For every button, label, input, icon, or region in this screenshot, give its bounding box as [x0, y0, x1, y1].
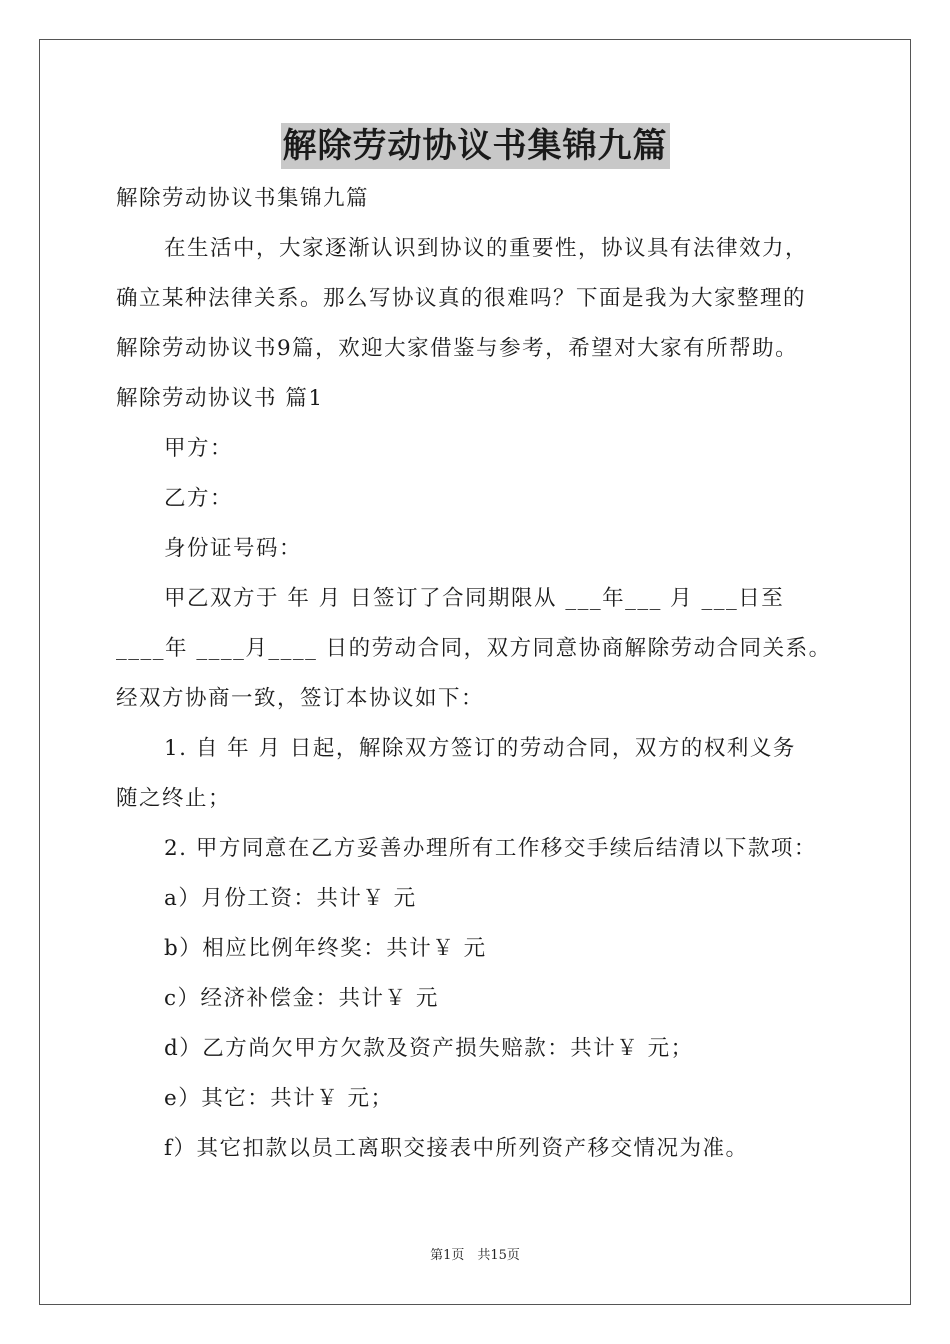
clause-2: 2. 甲方同意在乙方妥善办理所有工作移交手续后结清以下款项：: [164, 836, 817, 861]
payment-item-b: b）相应比例年终奖：共计￥ 元: [164, 936, 487, 961]
document-subtitle: 解除劳动协议书集锦九篇: [116, 186, 370, 211]
intro-line-2: 确立某种法律关系。那么写协议真的很难吗？下面是我为大家整理的: [116, 286, 807, 311]
page-number-footer: 第1页 共15页: [430, 1248, 520, 1263]
document-title: 解除劳动协议书集锦九篇: [281, 123, 670, 169]
contract-line-2: ____年 ____月____ 日的劳动合同，双方同意协商解除劳动合同关系。: [116, 636, 832, 661]
payment-item-c: c）经济补偿金：共计￥ 元: [164, 986, 439, 1011]
payment-item-a: a）月份工资：共计￥ 元: [164, 886, 417, 911]
party-b-label: 乙方：: [164, 486, 234, 511]
title-container: [0, 123, 950, 169]
contract-line-1: 甲乙双方于 年 月 日签订了合同期限从 ___年___ 月 ___日至: [164, 586, 785, 611]
intro-line-3: 解除劳动协议书9篇，欢迎大家借鉴与参考，希望对大家有所帮助。: [116, 336, 799, 361]
page-border: [39, 39, 911, 1305]
payment-item-d: d）乙方尚欠甲方欠款及资产损失赔款：共计￥ 元；: [164, 1036, 694, 1061]
party-a-label: 甲方：: [164, 436, 234, 461]
payment-item-e: e）其它：共计￥ 元；: [164, 1086, 394, 1111]
section-heading: 解除劳动协议书 篇1: [116, 386, 324, 411]
contract-line-3: 经双方协商一致，签订本协议如下：: [116, 686, 485, 711]
intro-line-1: 在生活中，大家逐渐认识到协议的重要性，协议具有法律效力，: [164, 236, 809, 261]
clause-1-line-2: 随之终止；: [116, 786, 232, 811]
clause-1-line-1: 1. 自 年 月 日起，解除双方签订的劳动合同，双方的权利义务: [164, 736, 796, 761]
payment-item-f: f）其它扣款以员工离职交接表中所列资产移交情况为准。: [164, 1136, 749, 1161]
id-number-label: 身份证号码：: [164, 536, 303, 561]
